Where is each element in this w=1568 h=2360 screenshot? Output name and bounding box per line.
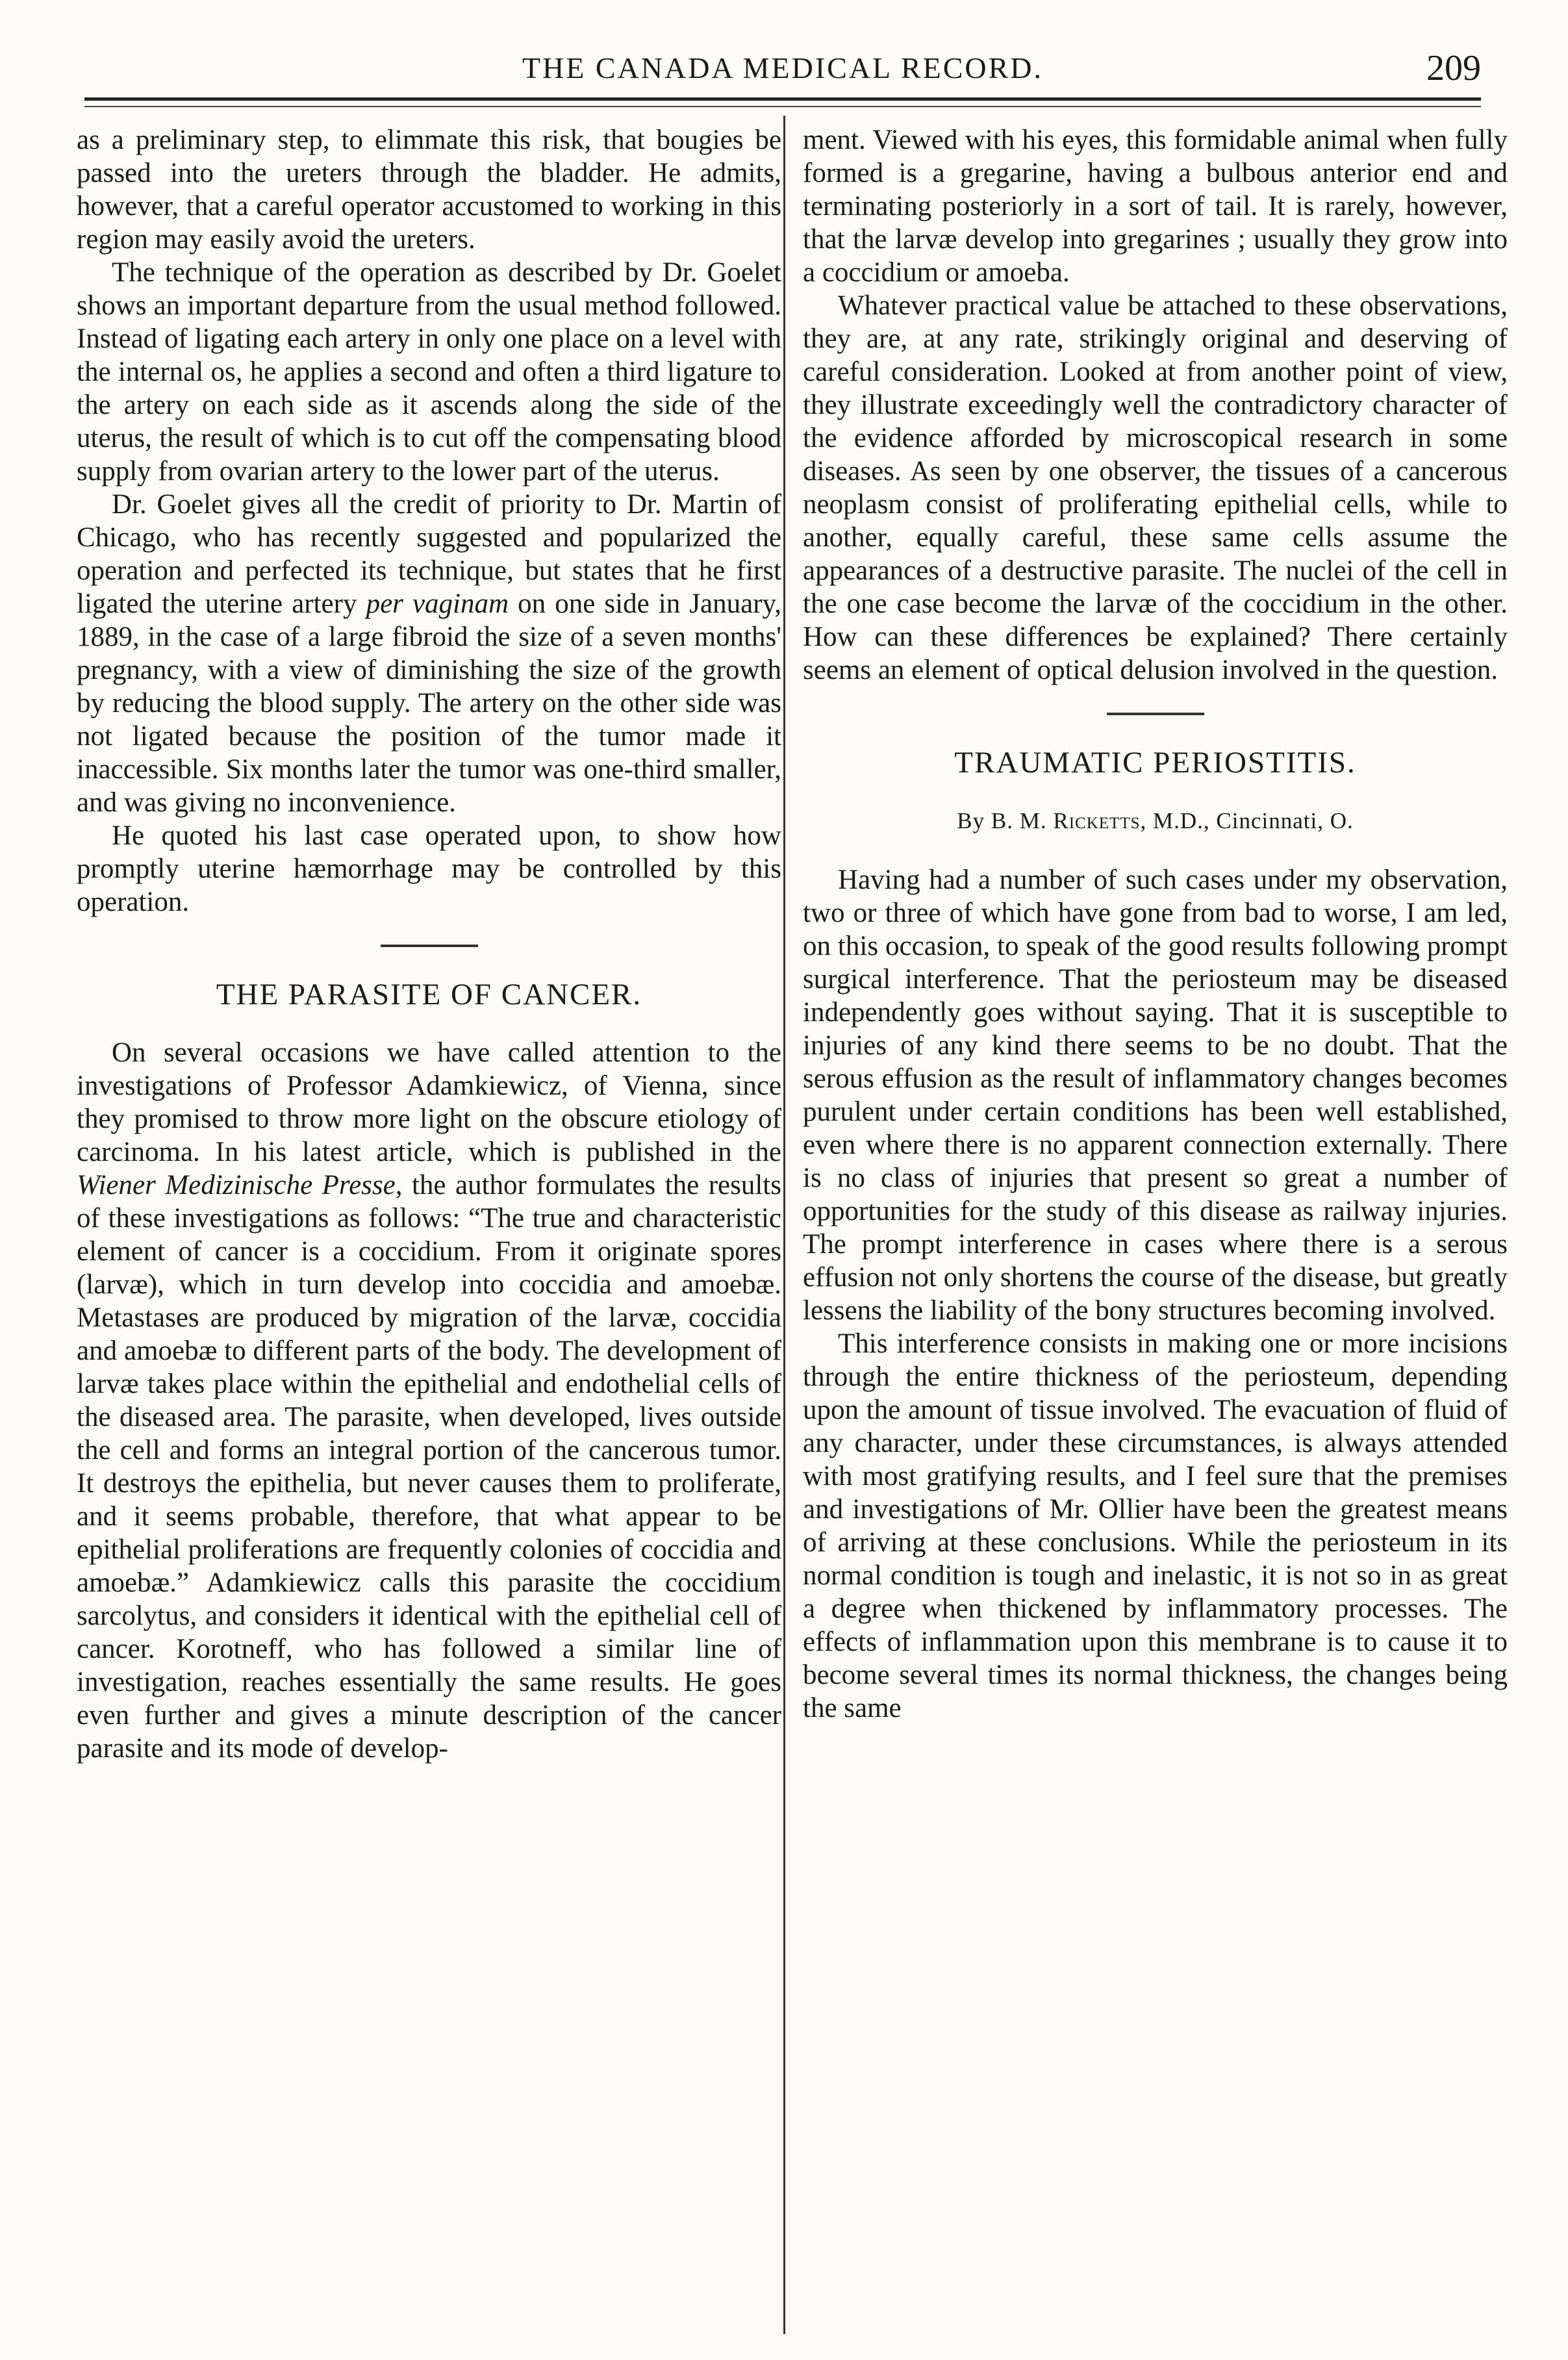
section-heading: THE PARASITE OF CANCER. xyxy=(216,978,642,1011)
column-rule xyxy=(783,116,785,2334)
right-column xyxy=(803,123,1508,1725)
italic-journal-title: Wiener Medizinische Presse xyxy=(77,1170,396,1200)
paragraph: He quoted his last case operated upon, to show how promptly uterine hæmorrhage may be controlled by this operation. xyxy=(77,820,781,917)
section-heading: TRAUMATIC PERIOSTITIS. xyxy=(954,746,1356,780)
paragraph: as a preliminary step, to elimmate this risk, that bougies be passed into the ureters through the bladder. He admits, however, that a careful operator accustomed to working in this region may easily avoid the ureters. xyxy=(77,125,781,255)
paragraph: Whatever practical value be attached to these observations, they are, at any rate, strikingly original and deserving of careful consideration. Looked at from another point of view, they illustrate exceedingly well the contradictory character of the evidence afforded by microscopical research in some diseases. As seen by one observer, the tissues of a cancerous neoplasm consist of proliferating epithelial cells, while to another, equally careful, these same cells assume the appearances of a destructive parasite. The nuclei of the cell in the one case become the larvæ of the coccidium in the other. How can these differences be explained? There certainly seems an element of optical delusion involved in the question. xyxy=(803,290,1508,685)
paragraph: ment. Viewed with his eyes, this formidable animal when fully formed is a gregarine, having a bulbous anterior end and terminating posteriorly in a sort of tail. It is rarely, however, that the larvæ develop into gregarines ; usually they grow into a coccidium or amoeba. xyxy=(803,125,1508,288)
byline-by: By xyxy=(957,808,991,833)
text-run: On several occasions we have called attention to the investigations of Professor Adamkiewicz, of Vienna, since they promised to throw more light on the obscure etiology of carcinoma. In his latest article, which is published in the xyxy=(77,1037,781,1167)
paragraph xyxy=(77,1036,781,1765)
paragraph: This interference consists in making one or more incisions through the entire thickness of the periosteum, depending upon the amount of tissue involved. The evacuation of fluid of any character, under these circumstances, is always attended with most gratifying results, and I feel sure that the premises and investigations of Mr. Ollier have been the greatest means of arriving at these conclusions. While the periosteum in its normal condition is tough and inelastic, it is not so in as great a degree when thickened by inflammatory processes. The effects of inflammation upon this membrane is to cause it to become several times its normal thickness, the changes being the same xyxy=(803,1328,1508,1723)
text-run: , the author formulates the results of these investigations as follows: “The true and characteristic element of cancer is a coccidium. From it originate spores (larvæ), which in turn develop into coccidia and amoebæ. Metastases are produced by migration of the larvæ, coccidia and amoebæ to different parts of the body. The development of larvæ takes place within the epithelial and endothelial cells of the diseased area. The parasite, when developed, lives outside the cell and forms an integral portion of the cancerous tumor. It destroys the epithelia, but never causes them to proliferate, and it seems probable, therefore, that what appear to be epithelial proliferations are frequently colonies of coccidia and amoebæ.” Adamkiewicz calls this parasite the coccidium sarcolytus, and considers it identical with the epithelial cell of cancer. Korotneff, who has followed a similar line of investigation, reaches essentially the same results. He goes even further and gives a minute description of the cancer parasite and its mode of develop- xyxy=(77,1170,781,1764)
left-column xyxy=(77,123,781,1765)
paragraph: The technique of the operation as described by Dr. Goelet shows an important departure from the usual method followed. Instead of ligating each artery in only one place on a level with the internal os, he applies a second and often a third ligature to the artery on each side as it ascends along the side of the uterus, the result of which is to cut off the compensating blood supply from ovarian artery to the lower part of the uterus. xyxy=(77,257,781,487)
running-head xyxy=(84,45,1481,91)
text-run: on one side in January, 1889, in the case of a large fibroid the size of a seven months' pregnancy, with a view of diminishing the size of the growth by reducing the blood supply. The artery on the other side was not ligated because the position of the tumor made it inaccessible. Six months later the tumor was one-third smaller, and was giving no inconvenience. xyxy=(77,589,782,818)
italic-phrase: per vaginam xyxy=(366,589,509,619)
paragraph xyxy=(77,488,781,819)
paragraph: Having had a number of such cases under my observation, two or three of which have gone from bad to worse, I am led, on this occasion, to speak of the good results following prompt surgical interference. That the periosteum may be diseased independently goes without saying. That it is susceptible to injuries of any kind there seems to be no doubt. That the serous effusion as the result of inflammatory changes becomes purulent under certain conditions has been well established, even where there is no apparent connection externally. There is no class of injuries that present so great a number of opportunities for the study of this disease as railway injuries. The prompt interference in cases where there is a serous effusion not only shortens the course of the disease, but greatly lessens the liability of the bony structures becoming involved. xyxy=(803,865,1508,1326)
section-rule xyxy=(1107,713,1204,715)
header-rule xyxy=(84,97,1481,107)
section-rule xyxy=(381,945,478,947)
byline-affiliation: , M.D., Cincinnati, O. xyxy=(1140,808,1354,833)
text-run: Dr. Goelet gives all the credit of priority to Dr. Martin of Chicago, who has recently suggested and popularized the operation and perfected its technique, but states that he first ligated the uterine artery xyxy=(77,489,781,619)
running-title: THE CANADA MEDICAL RECORD. xyxy=(522,51,1044,84)
byline xyxy=(803,804,1508,837)
byline-author: B. M. Ricketts xyxy=(991,808,1141,833)
page-number: 209 xyxy=(1426,48,1481,88)
